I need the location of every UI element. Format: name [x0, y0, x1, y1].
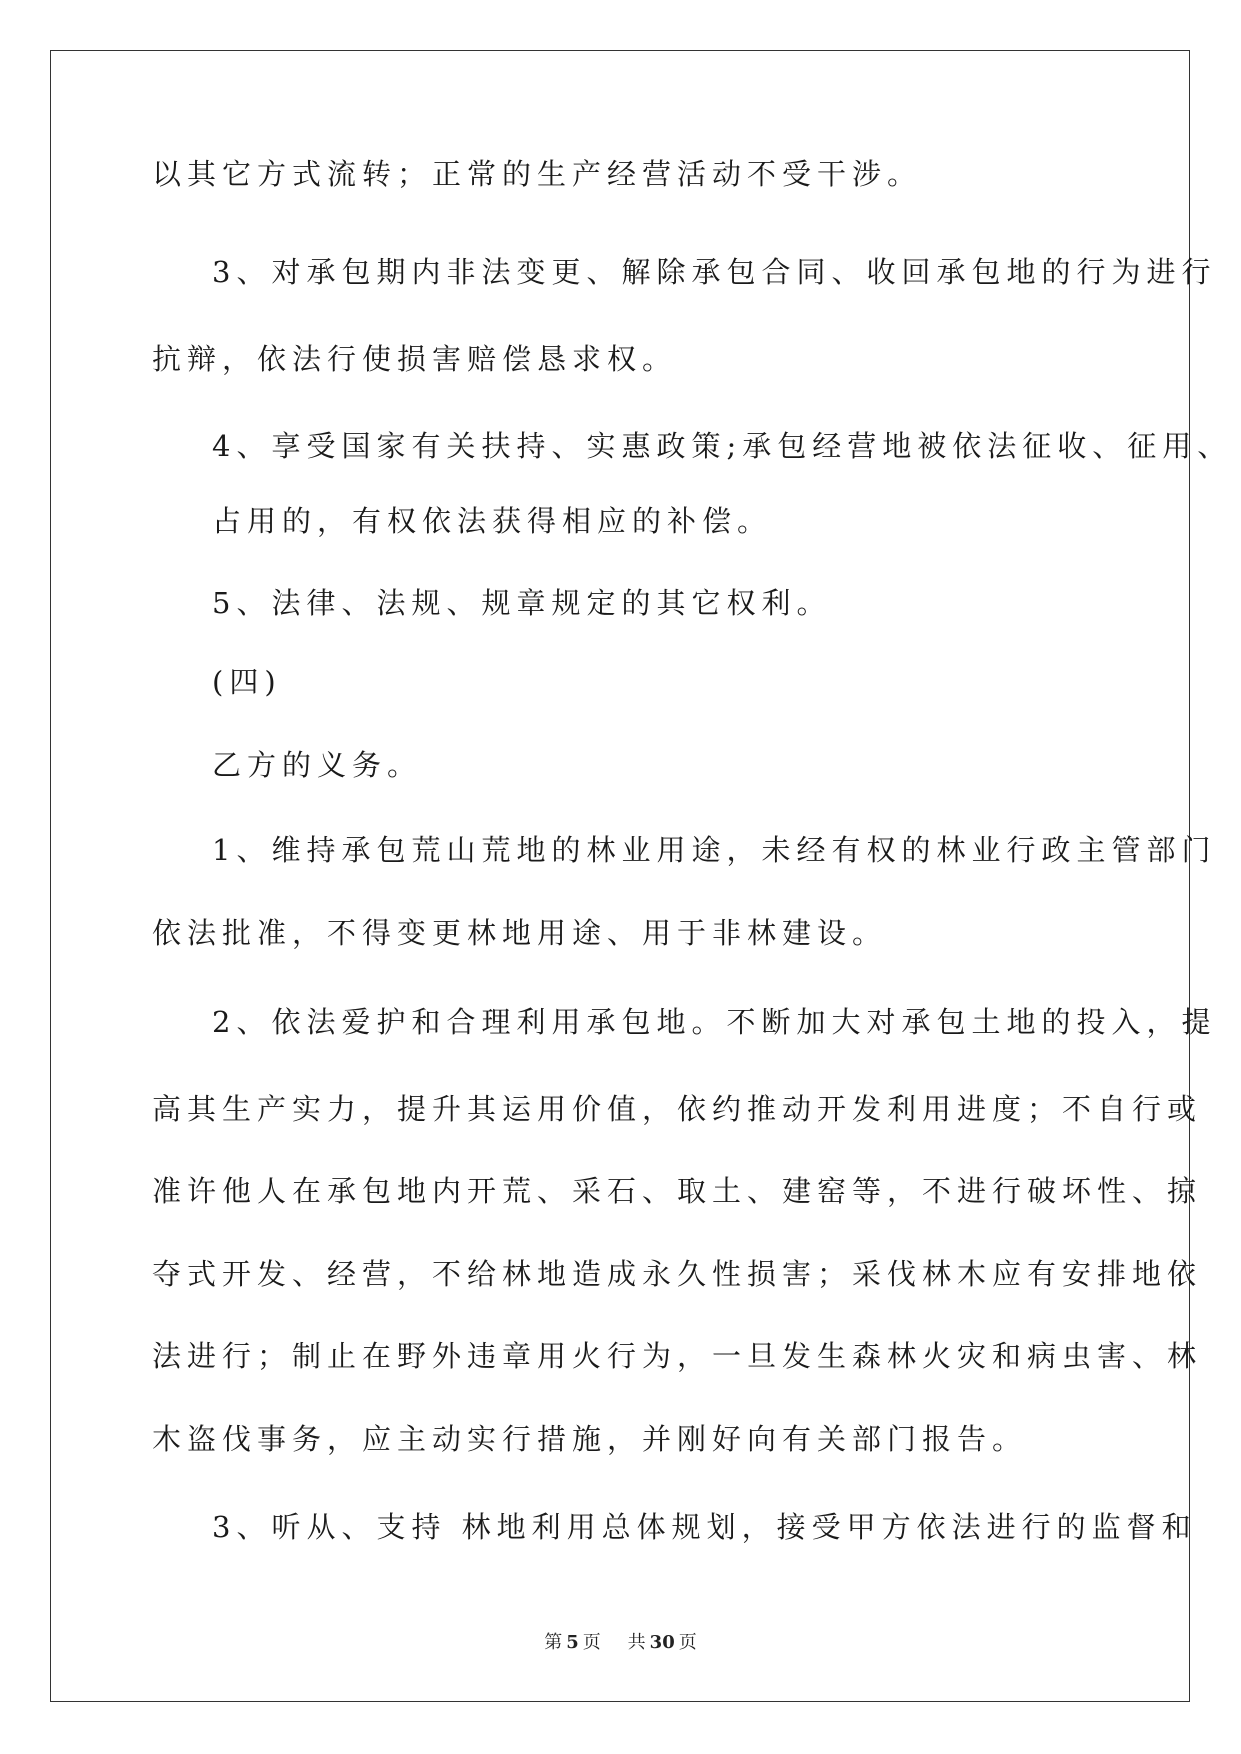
text-line: 3、听从、支持 林地利用总体规划，接受甲方依法进行的监督和: [212, 1510, 1197, 1544]
text-line: 5、法律、法规、规章规定的其它权利。: [212, 586, 832, 620]
total-prefix: 共: [627, 1632, 646, 1653]
text-line: 2、依法爱护和合理利用承包地。不断加大对承包土地的投入，提: [212, 1005, 1217, 1039]
current-page-number: 5: [566, 1632, 579, 1653]
page-prefix: 第: [544, 1632, 563, 1653]
text-line: 3、对承包期内非法变更、解除承包合同、收回承包地的行为进行: [212, 255, 1217, 289]
total-suffix: 页: [678, 1632, 697, 1653]
text-line: 准许他人在承包地内开荒、采石、取土、建窑等，不进行破坏性、掠: [152, 1174, 1203, 1208]
text-line: 抗辩，依法行使损害赔偿恳求权。: [152, 342, 678, 376]
text-line: 木盗伐事务，应主动实行措施，并刚好向有关部门报告。: [152, 1422, 1028, 1456]
page-suffix: 页: [582, 1632, 601, 1653]
page-footer: [0, 1628, 1241, 1654]
text-line: 1、维持承包荒山荒地的林业用途，未经有权的林业行政主管部门: [212, 833, 1217, 867]
text-line: 以其它方式流转；正常的生产经营活动不受干涉。: [152, 157, 923, 191]
text-line: 依法批准，不得变更林地用途、用于非林建设。: [152, 916, 888, 950]
text-line: 4、享受国家有关扶持、实惠政策;承包经营地被依法征收、征用、: [212, 429, 1233, 463]
text-line: 高其生产实力，提升其运用价值，依约推动开发利用进度；不自行或: [152, 1092, 1203, 1126]
section-heading: 乙方的义务。: [212, 748, 423, 782]
total-pages-number: 30: [649, 1632, 675, 1653]
text-line: 夺式开发、经营，不给林地造成永久性损害；采伐林木应有安排地依: [152, 1257, 1203, 1291]
section-number: (四): [212, 665, 282, 699]
text-line: 法进行；制止在野外违章用火行为，一旦发生森林火灾和病虫害、林: [152, 1339, 1203, 1373]
text-line: 占用的，有权依法获得相应的补偿。: [212, 504, 773, 538]
